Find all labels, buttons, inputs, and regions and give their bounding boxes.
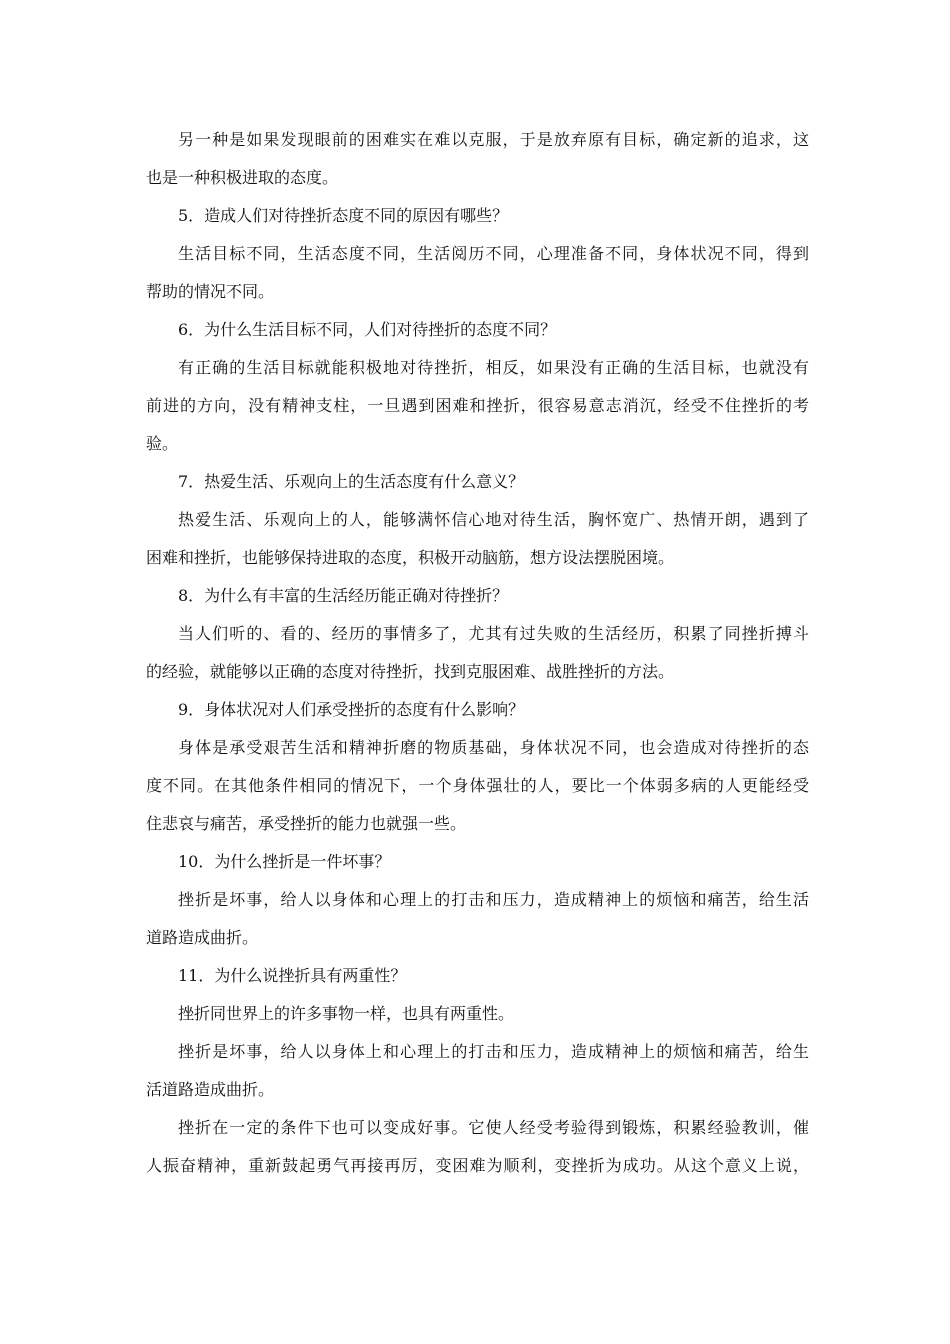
text-line: 人振奋精神，重新鼓起勇气再接再厉，变困难为顺利，变挫折为成功。从这个意义上说， — [146, 1156, 809, 1175]
text-line: 挫折在一定的条件下也可以变成好事。它使人经受考验得到锻炼，积累经验教训，催 — [178, 1118, 809, 1137]
text-line: 道路造成曲折。 — [146, 928, 259, 947]
text-line: 6．为什么生活目标不同，人们对待挫折的态度不同？ — [178, 320, 557, 339]
text-line: 10．为什么挫折是一件坏事？ — [178, 852, 391, 871]
text-line: 7．热爱生活、乐观向上的生活态度有什么意义？ — [178, 472, 525, 491]
text-line: 挫折同世界上的许多事物一样，也具有两重性。 — [178, 1004, 515, 1023]
text-line: 度不同。在其他条件相同的情况下，一个身体强壮的人，要比一个体弱多病的人更能经受 — [146, 776, 809, 795]
text-line: 住悲哀与痛苦，承受挫折的能力也就强一些。 — [146, 814, 467, 833]
text-line: 验。 — [146, 434, 179, 453]
text-line: 帮助的情况不同。 — [146, 282, 275, 301]
text-line: 生活目标不同，生活态度不同，生活阅历不同，心理准备不同，身体状况不同，得到 — [178, 244, 809, 263]
text-line: 的经验，就能够以正确的态度对待挫折，找到克服困难、战胜挫折的方法。 — [146, 662, 675, 681]
text-line: 挫折是坏事，给人以身体上和心理上的打击和压力，造成精神上的烦恼和痛苦，给生 — [178, 1042, 809, 1061]
document-body — [146, 121, 809, 1185]
text-line: 热爱生活、乐观向上的人，能够满怀信心地对待生活，胸怀宽广、热情开朗，遇到了 — [178, 510, 809, 529]
text-line: 挫折是坏事，给人以身体和心理上的打击和压力，造成精神上的烦恼和痛苦，给生活 — [178, 890, 809, 909]
text-line: 有正确的生活目标就能积极地对待挫折，相反，如果没有正确的生活目标，也就没有 — [178, 358, 809, 377]
text-line: 活道路造成曲折。 — [146, 1080, 275, 1099]
text-line: 9．身体状况对人们承受挫折的态度有什么影响？ — [178, 700, 525, 719]
text-line: 8．为什么有丰富的生活经历能正确对待挫折？ — [178, 586, 509, 605]
text-line: 困难和挫折，也能够保持进取的态度，积极开动脑筋，想方设法摆脱困境。 — [146, 548, 675, 567]
text-line: 前进的方向，没有精神支柱，一旦遇到困难和挫折，很容易意志消沉，经受不住挫折的考 — [146, 396, 809, 415]
text-line: 5．造成人们对待挫折态度不同的原因有哪些？ — [178, 206, 509, 225]
text-line: 身体是承受艰苦生活和精神折磨的物质基础，身体状况不同，也会造成对待挫折的态 — [178, 738, 809, 757]
text-line: 也是一种积极进取的态度。 — [146, 168, 339, 187]
text-line: 当人们听的、看的、经历的事情多了，尤其有过失败的生活经历，积累了同挫折搏斗 — [178, 624, 809, 643]
text-line: 11．为什么说挫折具有两重性？ — [178, 966, 407, 985]
text-line: 另一种是如果发现眼前的困难实在难以克服，于是放弃原有目标，确定新的追求，这 — [178, 130, 809, 149]
